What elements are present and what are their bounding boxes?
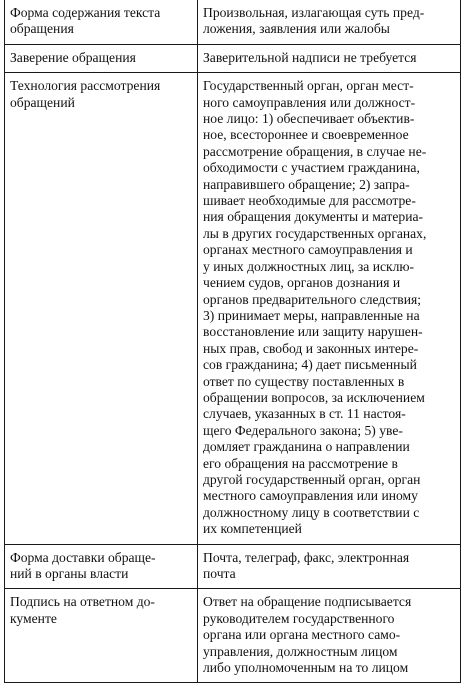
document-table	[4, 0, 461, 683]
text-line: органов предварительного следствия;	[203, 291, 422, 307]
text-line: органа или органа местного само-	[203, 627, 401, 643]
text-line: ное, всестороннее и своевременное	[203, 127, 409, 143]
label-cell	[5, 73, 198, 544]
label-cell	[5, 0, 198, 44]
text-line: Заверение обращения	[10, 49, 136, 65]
table-row	[5, 0, 461, 44]
text-line: восстановление или защиту нарушен-	[203, 324, 423, 340]
text-line: Произвольная, излагающая суть пред-	[203, 5, 425, 20]
text-line: лы в других государственных органах,	[203, 225, 427, 241]
value-cell	[198, 73, 461, 544]
label-cell	[5, 44, 198, 72]
text-line: Форма доставки обраще-	[10, 549, 156, 565]
text-line: либо уполномоченным на то лицом	[203, 660, 409, 676]
text-line: шивает необходимые для рассмотре-	[203, 193, 416, 209]
value-cell	[198, 544, 461, 589]
text-line: 3) принимает меры, направленные на	[203, 307, 420, 323]
text-line: ного самоуправления или должност-	[203, 94, 416, 110]
text-line: щего Федерального закона; 5) уве-	[203, 422, 403, 438]
text-line: ответ по существу поставленных в	[203, 373, 405, 389]
text-line: должностному лицу в соответствии с	[203, 504, 420, 520]
text-line: обращения	[10, 21, 74, 37]
text-line: кументе	[10, 610, 57, 626]
value-cell	[198, 44, 461, 72]
text-line: Ответ на обращение подписывается	[203, 594, 412, 610]
text-line: случаев, указанных в ст. 11 настоя-	[203, 406, 406, 422]
text-line: ное лицо: 1) обеспечивает объектив-	[203, 111, 415, 127]
text-line: ния обращения документы и материа-	[203, 209, 424, 225]
value-cell	[198, 589, 461, 683]
text-line: рассмотрение обращения, в случае не-	[203, 143, 427, 159]
text-line: сов гражданина; 4) дает письменный	[203, 357, 417, 373]
text-line: Технология рассмотрения	[10, 78, 161, 94]
text-line: их компетенцией	[203, 521, 302, 537]
text-line: обходимости с участием гражданина,	[203, 160, 420, 176]
text-line: Подпись на ответном до-	[10, 594, 155, 610]
table-row	[5, 544, 461, 589]
text-line: чением судов, органов дознания и	[203, 275, 401, 291]
text-line: домляет гражданина о направлении	[203, 439, 410, 455]
text-line: управления, должностным лицом	[203, 643, 398, 659]
table-row	[5, 73, 461, 544]
text-line: направившего обращение; 2) запра-	[203, 176, 410, 192]
text-line: Заверительной надписи не требуется	[203, 49, 417, 65]
text-line: другой государственный орган, орган	[203, 471, 421, 487]
text-line: почта	[203, 566, 236, 581]
text-line: у иных должностных лиц, за исклю-	[203, 258, 415, 274]
label-cell	[5, 544, 198, 589]
text-line: Почта, телеграф, факс, электронная	[203, 549, 410, 565]
text-line: руководителем государственного	[203, 610, 395, 626]
text-line: ний в органы власти	[10, 566, 129, 581]
label-cell	[5, 589, 198, 683]
text-line: ложения, заявления или жалобы	[203, 21, 390, 37]
text-line: Государственный орган, орган мест-	[203, 78, 414, 94]
value-cell	[198, 0, 461, 44]
text-line: Форма содержания текста	[10, 5, 161, 20]
text-line: обращений	[10, 94, 75, 110]
text-line: его обращения на рассмотрение в	[203, 455, 398, 471]
text-line: обращении вопросов, за исключением	[203, 389, 425, 405]
table-row	[5, 44, 461, 72]
text-line: органах местного самоуправления и	[203, 242, 413, 258]
text-line: местного самоуправления или иному	[203, 488, 418, 504]
table-row	[5, 589, 461, 683]
text-line: ных прав, свобод и законных интере-	[203, 340, 419, 356]
